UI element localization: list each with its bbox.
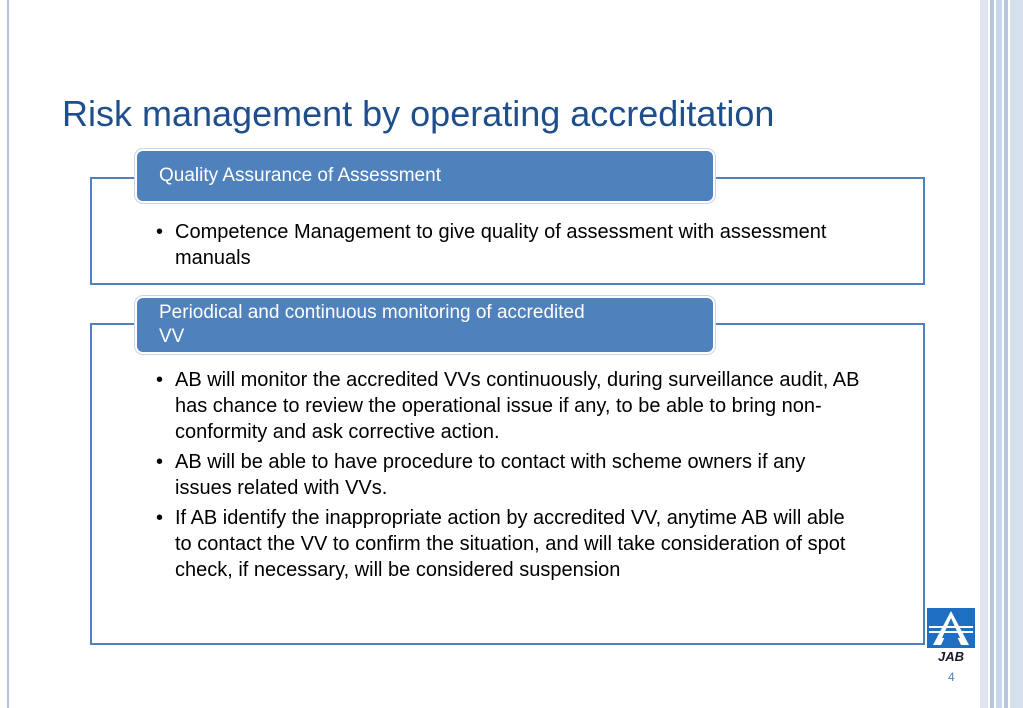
section-header-monitoring [135,296,715,354]
list-item [156,449,866,501]
side-stripes-decoration [980,0,1023,708]
jab-logo-icon [927,608,975,648]
slide-title: Risk management by operating accreditation [62,93,775,134]
page-number: 4 [948,670,955,684]
bullet-icon: • [156,221,164,243]
list-item [156,219,876,271]
bullet-text: Competence Management to give quality of assessment with assessment manuals [175,221,827,269]
list-item [156,367,866,445]
logo-text: JAB [937,649,964,664]
bullet-text: AB will be able to have procedure to contact with scheme owners if any issues related with VVs. [175,451,806,499]
bullet-text: If AB identify the inappropriate action by accredited VV, anytime AB will able to contact the VV to confirm the situation, and will take consideration of spot check, if necessary, will be considered suspension [175,507,846,581]
bullet-text: AB will monitor the accredited VVs continuously, during surveillance audit, AB has chance to review the operational issue if any, to be able to bring non-conformity and ask corrective action. [175,369,860,443]
section-header-text: Periodical and continuous monitoring of accredited VV [159,302,585,347]
section-header-quality-assurance [135,149,715,203]
bullet-icon: • [156,507,164,529]
bullet-icon: • [156,369,164,391]
bullet-list-quality-assurance [156,219,876,275]
list-item [156,505,866,583]
section-header-text: Quality Assurance of Assessment [159,165,441,186]
bullet-list-monitoring [156,367,866,587]
jab-logo [925,608,977,664]
bullet-icon: • [156,451,164,473]
